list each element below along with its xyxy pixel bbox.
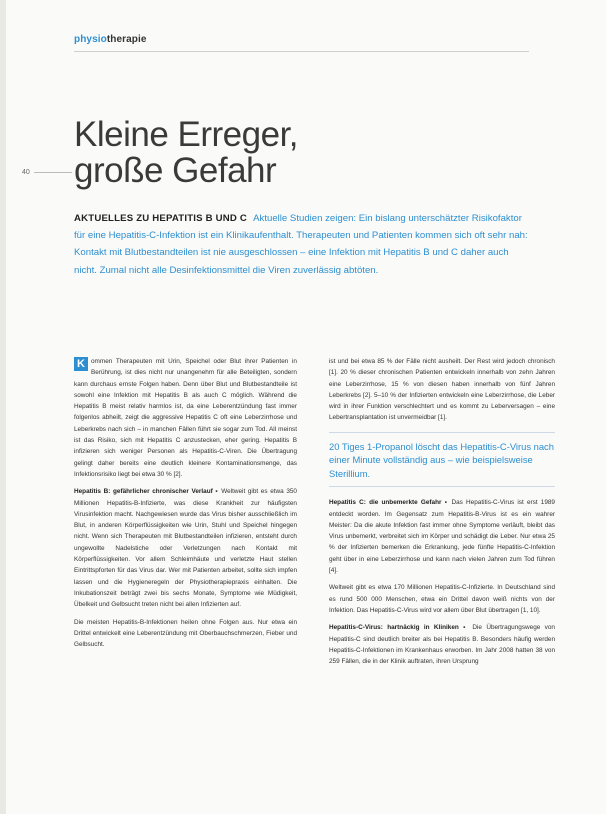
section-kicker <box>74 34 147 45</box>
paragraph: Hepatitis B: gefährlicher chronischer Verlauf ▪ Weltweit gibt es etwa 350 Millionen Hepatitis-B-Infizierte, was diese Krankheit zur häufigsten Virusinfektion macht. Nachgewiesen wurde das Virus bisher ausschließlich im Blut, in anderen Körperflüssigkeiten wie Urin, Stuhl und Speichel hingegen nicht. Wenn sich Therapeuten mit Blutbestandteilen infizieren, entsteht durch ungewollte Nadelstiche oder Verletzungen nach Kontakt mit Körperflüssigkeiten. Vor allem Schleimhäute und verletzte Haut stellen Eintrittspforten für das Virus dar. Wer mit Patienten arbeitet, sollte sich impfen lassen und die Hygieneregeln der Physiotherapiepraxis einhalten. Die Inkubationszeit beträgt zwei bis sechs Monate, Symptome wie Müdigkeit, Übelkeit und Gelbsucht treten nicht bei allen Infizierten auf. <box>74 488 297 609</box>
pull-quote: 20 Tiges 1-Propanol löscht das Hepatitis-C-Virus nach einer Minute vollständig aus – wie beispielsweise Sterillium. <box>329 432 555 488</box>
paragraph <box>329 582 555 616</box>
paragraph: Hepatitis-C-Virus: hartnäckig in Kliniken ▪ Die Übertragungswege von Hepatitis-C sind deutlich breiter als bei Hepatitis B. Besonders häufig werden Hepatitis-C-Infektionen im Krankenhaus erworben. Im Jahr 2008 hatten 38 von 259 Fällen, die in der Klinik auftraten, ihren Ursprung <box>329 624 555 666</box>
paragraph-text: Die meisten Hepatitis-B-Infektionen heilen ohne Folgen aus. Nur etwa ein Drittel entwickelt eine Leberentzündung mit Oberbauchschmerzen, Fieber und Gelbsucht. <box>74 618 297 649</box>
kicker-rule <box>74 51 529 52</box>
intro-text: ommen Therapeuten mit Urin, Speichel oder Blut ihrer Patienten in Berührung, ist dies nicht nur unangenehm für alle Beteiligten, sondern kann durchaus ernste Folgen haben. Denn über Blut und Blutbestandteile ist sowohl eine Infektion mit Hepatitis B als auch C möglich. Während die Hepatitis B meist relativ harmlos ist, da eine Leberentzündung fast immer folgenlos abheilt, zeigt die aggressive Hepatitis C oft eine Leberzirrhose und Leberkrebs nach sich – in manchen Fällen führt sie sogar zum Tod. All meinst ist das Risiko, sich mit Hepatitis C anzustecken, eher gering. Hepatitis B infizieren sich weniger Personen als Hepatitis-C-Viren. Die Übertragung gelingt daher bereits eine deutlich kleinere Kontaminationsmenge, das Infektionsrisiko liegt bei etwa 30 % [2]. <box>74 358 297 478</box>
page-edge <box>0 0 6 814</box>
paragraph-text: Weltweit gibt es etwa 170 Millionen Hepatitis-C-Infizierte. In Deutschland sind es rund 500 000 Menschen, etwa ein Drittel davon weiß nichts von der Infektion. Das Hepatitis-C-Virus wird vor allem über Blut übertragen [1, 10]. <box>329 584 555 614</box>
paragraph-text: Weltweit gibt es etwa 350 Millionen Hepatitis-B-Infizierte, was diese Krankheit zur häufigsten Virusinfektion macht. Nachgewiesen wurde das Virus bisher ausschließlich im Blut, in anderen Körperflüssigkeiten wie Urin, Stuhl und Speichel hingegen nicht. Wenn sich Therapeuten mit Blutbestandteilen infizieren, entsteht durch ungewollte Nadelstiche oder Verletzungen nach Kontakt mit Körperflüssigkeiten. Vor allem Schleimhäute und verletzte Haut stellen Eintrittspforten für das Virus dar. Wer mit Patienten arbeitet, sollte sich impfen lassen und die Hygieneregeln der Physiotherapiepraxis einhalten. Die Inkubationszeit beträgt zwei bis sechs Monate, Symptome wie Müdigkeit, Übelkeit und Gelbsucht treten nicht bei allen Infizierten auf. <box>74 488 297 609</box>
paragraph: Hepatitis C: die unbemerkte Gefahr ▪ Das Hepatitis-C-Virus ist erst 1989 entdeckt worden. Im Gegensatz zum Hepatitis-B-Virus ist es ein wahrer Meister: Da die akute Infektion fast immer ohne Symptome verläuft, bleibt das Virus unbemerkt, verbreitet sich im Körper und schädigt die Leber. Nur etwa 25 % der Infizierten bemerken die Erkrankung, jede fünfte Hepatitis-C-Infektion geht über in eine Leberzirrhose und kann nach vielen Jahren zum Tod führen [4]. <box>329 499 555 575</box>
article-lead <box>74 210 532 279</box>
paragraph <box>329 356 555 424</box>
title-line-1: Kleine Erreger, <box>74 115 299 154</box>
kicker-part-1: physio <box>74 34 107 45</box>
page-number: 40 <box>22 169 30 176</box>
right-column <box>329 356 555 673</box>
paragraph-text: ist und bei etwa 85 % der Fälle nicht ausheilt. Der Rest wird jedoch chronisch [1]. 20 % dieser chronischen Patienten entwickeln innerhalb von zehn Jahren eine Leberzirrhose, 15 % von diesen haben innerhalb von fünf Jahren Leberkrebs [2]. 5–10 % der Infizierten entwickeln eine Leberzirrhose, die Leber wird in ihrer Funktion verschlechtert und es kommt zu Leberversagen – eine Lebertransplantation ist unvermeidbar [1]. <box>329 358 555 422</box>
subheading-clinics: Hepatitis-C-Virus: hartnäckig in Kliniken <box>329 624 459 632</box>
paragraph-text: Die Übertragungswege von Hepatitis-C sind deutlich breiter als bei Hepatitis B. Besonders häufig werden Hepatitis-C-Infektionen im Krankenhaus erworben. Im Jahr 2008 hatten 38 von 259 Fällen, die in der Klinik auftraten, ihren Ursprung <box>329 624 555 666</box>
drop-cap: K <box>74 357 88 371</box>
page-number-rule <box>34 172 72 173</box>
title-line-2: große Gefahr <box>74 151 277 190</box>
left-column <box>74 356 297 656</box>
lead-text: Aktuelle Studien zeigen: Ein bislang unterschätzter Risikofaktor für eine Hepatitis-C-Infektion ist ein Klinikaufenthalt. Therapeuten und Patienten kommen sich oft sehr nah: Kontakt mit Blutbestandteilen ist nie ausgeschlossen – eine Infektion mit Hepatitis B und C daher auch nicht. Zumal nicht alle Desinfektionsmittel die Viren zuverlässig abtöten. <box>74 213 528 276</box>
article-title <box>74 117 298 189</box>
intro-paragraph <box>74 356 297 480</box>
paragraph-text: Das Hepatitis-C-Virus ist erst 1989 entdeckt worden. Im Gegensatz zum Hepatitis-B-Virus ist es ein wahrer Meister: Da die akute Infektion fast immer ohne Symptome verläuft, bleibt das Virus unbemerkt, verbreitet sich im Körper und schädigt die Leber. Nur etwa 25 % der Infizierten bemerken die Erkrankung, jede fünfte Hepatitis-C-Infektion geht über in eine Leberzirrhose und kann nach vielen Jahren zum Tod führen [4]. <box>329 499 555 575</box>
paragraph <box>74 617 297 651</box>
subheading-hepatitis-b: Hepatitis B: gefährlicher chronischer Verlauf <box>74 488 213 496</box>
kicker-part-2: therapie <box>106 34 147 45</box>
subheading-hepatitis-c: Hepatitis C: die unbemerkte Gefahr <box>329 499 442 507</box>
lead-heading: AKTUELLES ZU HEPATITIS B UND C <box>74 213 247 224</box>
